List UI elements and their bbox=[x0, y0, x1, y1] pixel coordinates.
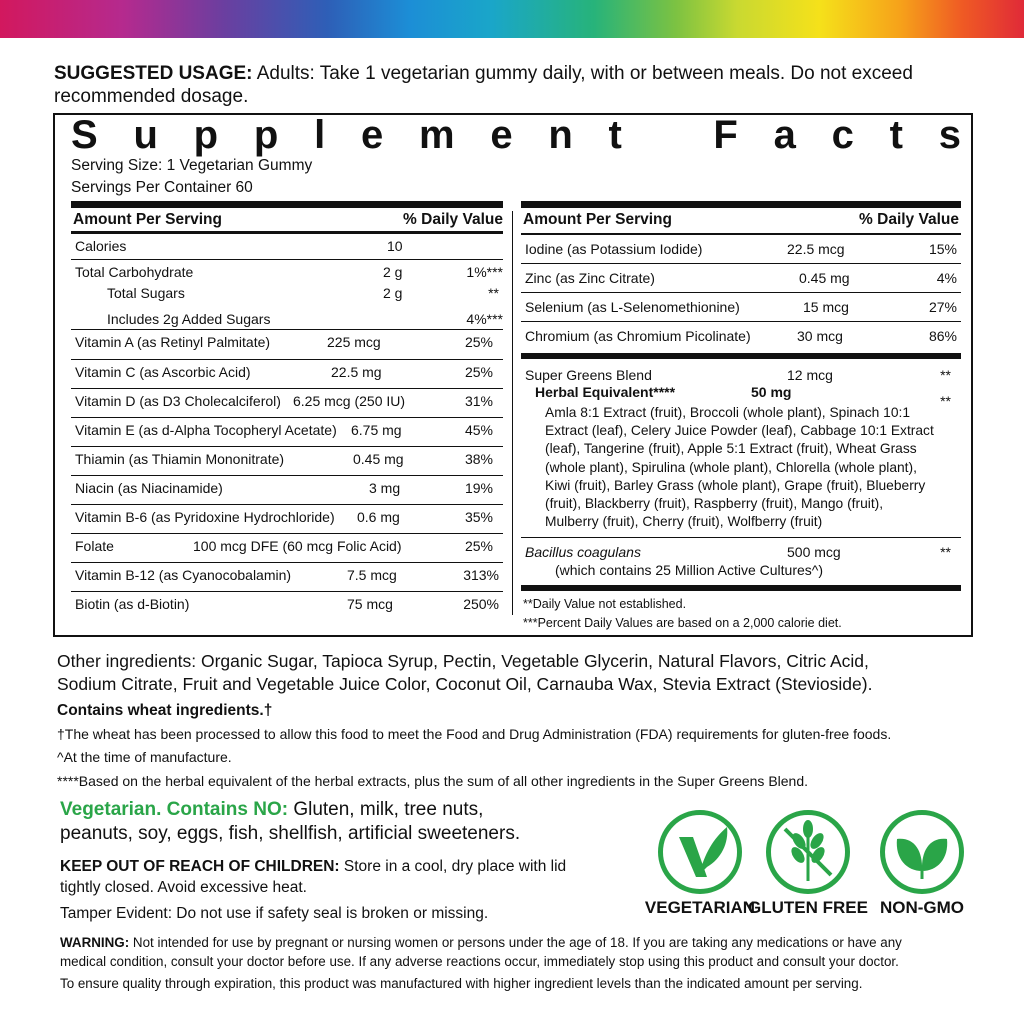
herbal-dv: ** bbox=[940, 393, 951, 409]
other-ingredients bbox=[57, 650, 872, 696]
nutrient-name: Vitamin D (as D3 Cholecalciferol) bbox=[75, 393, 281, 409]
nutrient-amount: 100 mcg DFE (60 mcg Folic Acid) bbox=[193, 538, 402, 554]
warning-text-2: medical condition, consult your doctor before use. If any adverse reactions occur, immediately stop using this product and consult your doctor. bbox=[60, 954, 899, 969]
title-letter: e bbox=[490, 113, 513, 157]
mineral-dv: 27% bbox=[928, 299, 957, 315]
keep-out-label: KEEP OUT OF REACH OF CHILDREN: bbox=[60, 858, 340, 875]
mineral-amount: 22.5 mcg bbox=[787, 241, 845, 257]
nutrient-row bbox=[71, 446, 503, 475]
title-letter: p bbox=[193, 113, 219, 157]
nutrient-dv: 250% bbox=[463, 596, 499, 612]
nutrient-name: Total Sugars bbox=[107, 285, 185, 301]
title-letter bbox=[658, 113, 678, 158]
storage-statement bbox=[60, 856, 566, 898]
title-letter: c bbox=[831, 113, 854, 157]
vegetarian-badge bbox=[640, 810, 760, 918]
nutrient-amount: 75 mcg bbox=[347, 596, 393, 612]
right-thick-rule bbox=[521, 201, 961, 208]
nutrient-row bbox=[71, 307, 503, 329]
nutrient-name: Includes 2g Added Sugars bbox=[107, 311, 271, 327]
keep-out-text-2: tightly closed. Avoid excessive heat. bbox=[60, 879, 307, 896]
leaves-icon bbox=[880, 810, 964, 894]
supplement-facts-panel bbox=[53, 113, 973, 637]
mineral-row bbox=[521, 292, 961, 321]
servings-per-container: Servings Per Container 60 bbox=[71, 179, 253, 196]
title-letter: l bbox=[314, 113, 326, 157]
greens-ingredient-line: Amla 8:1 Extract (fruit), Broccoli (whole plant), Spinach 10:1 bbox=[545, 405, 911, 420]
nutrient-dv: 4%*** bbox=[466, 311, 503, 327]
other-ingredients-line: Other ingredients: Organic Sugar, Tapioca Syrup, Pectin, Vegetable Glycerin, Natural Flavors, Citric Acid, bbox=[57, 651, 869, 671]
warning-text: Not intended for use by pregnant or nursing women or persons under the age of 18. If you are taking any medications or have any bbox=[129, 935, 902, 950]
greens-ingredient-line: (leaf), Tangerine (fruit), Apple 5:1 Extract (fruit), Wheat Grass bbox=[545, 441, 917, 457]
non-gmo-badge-label: NON-GMO bbox=[879, 898, 965, 917]
title-letter: F bbox=[713, 113, 738, 157]
vegetarian-label: Vegetarian. Contains NO: bbox=[60, 799, 289, 820]
usage-text: Adults: Take 1 vegetarian gummy daily, with or between meals. Do not exceed recommended dosage. bbox=[54, 63, 913, 107]
title-letter: u bbox=[133, 113, 158, 157]
nutrient-dv: 19% bbox=[464, 480, 493, 496]
left-column bbox=[71, 211, 503, 627]
keep-out-text: Store in a cool, dry place with lid bbox=[339, 858, 567, 875]
title-letter: p bbox=[253, 113, 279, 157]
left-header-rule bbox=[71, 231, 503, 233]
rainbow-banner bbox=[0, 0, 1024, 38]
nutrient-amount: 6.75 mg bbox=[351, 422, 402, 438]
title-letter: t bbox=[608, 113, 622, 157]
wheat-warning: Contains wheat ingredients.† bbox=[57, 702, 273, 719]
greens-ingredients bbox=[545, 404, 934, 531]
bacillus-name: Bacillus coagulans bbox=[525, 544, 641, 560]
nutrient-name: Niacin (as Niacinamide) bbox=[75, 480, 223, 496]
bacillus-amount: 500 mcg bbox=[787, 544, 841, 560]
nutrient-row bbox=[71, 504, 503, 533]
note-dv-not-established: **Daily Value not established. bbox=[523, 597, 687, 611]
nutrient-amount: 225 mcg bbox=[327, 334, 381, 350]
nutrient-name: Folate bbox=[75, 538, 114, 554]
tamper-evident: Tamper Evident: Do not use if safety seal is broken or missing. bbox=[60, 905, 489, 922]
nutrient-name: Vitamin B-12 (as Cyanocobalamin) bbox=[75, 567, 292, 583]
nutrient-row bbox=[71, 259, 503, 281]
nutrient-amount: 0.6 mg bbox=[357, 509, 400, 525]
right-header-amount: Amount Per Serving bbox=[523, 211, 672, 228]
warning-statement bbox=[60, 933, 1000, 971]
title-letter: S bbox=[71, 113, 98, 157]
vegetarian-statement bbox=[60, 798, 520, 846]
herbal-label: Herbal Equivalent**** bbox=[535, 384, 676, 400]
nutrient-amount: 2 g bbox=[383, 264, 403, 280]
column-divider bbox=[512, 211, 513, 615]
nutrient-row bbox=[71, 329, 503, 359]
bacillus-dv: ** bbox=[940, 544, 951, 560]
mineral-name: Selenium (as L-Selenomethionine) bbox=[525, 299, 740, 315]
mineral-amount: 0.45 mg bbox=[799, 270, 850, 286]
left-thick-rule bbox=[71, 201, 503, 208]
bottom-rule bbox=[521, 585, 961, 591]
nutrient-row bbox=[71, 281, 503, 307]
nutrient-name: Vitamin C (as Ascorbic Acid) bbox=[75, 364, 251, 380]
wheat-icon bbox=[766, 810, 850, 894]
nutrient-dv: 25% bbox=[464, 538, 493, 554]
bacillus-rule bbox=[521, 537, 961, 538]
nutrient-row bbox=[71, 475, 503, 504]
nutrient-amount: 0.45 mg bbox=[353, 451, 404, 467]
usage-label: SUGGESTED USAGE: bbox=[54, 63, 253, 84]
mineral-dv: 15% bbox=[928, 241, 957, 257]
right-header-dv: % Daily Value bbox=[859, 211, 959, 228]
other-ingredients-line: Sodium Citrate, Fruit and Vegetable Juice Color, Coconut Oil, Carnauba Wax, Stevia Extract (Stevioside). bbox=[57, 674, 873, 694]
mineral-dv: 86% bbox=[928, 328, 957, 344]
bacillus-sub: (which contains 25 Million Active Cultures^) bbox=[555, 562, 824, 578]
note-percent-dv: ***Percent Daily Values are based on a 2,000 calorie diet. bbox=[523, 616, 842, 630]
nutrient-row bbox=[71, 562, 503, 591]
greens-name: Super Greens Blend bbox=[525, 367, 652, 383]
serving-size: Serving Size: 1 Vegetarian Gummy bbox=[71, 157, 313, 174]
nutrient-dv: 31% bbox=[464, 393, 493, 409]
title-letter: e bbox=[360, 113, 384, 157]
supplement-facts-title bbox=[71, 113, 961, 158]
herbal-amount: 50 mg bbox=[751, 384, 792, 400]
right-column bbox=[521, 211, 961, 630]
mineral-name: Iodine (as Potassium Iodide) bbox=[525, 241, 703, 257]
title-letter: a bbox=[773, 113, 796, 157]
nutrient-row bbox=[71, 233, 503, 259]
gluten-free-badge-label: GLUTEN FREE bbox=[748, 898, 868, 917]
nutrient-row bbox=[71, 591, 503, 620]
vegetarian-text-2: peanuts, soy, eggs, fish, shellfish, artificial sweeteners. bbox=[60, 823, 521, 844]
nutrient-name: Vitamin A (as Retinyl Palmitate) bbox=[75, 334, 271, 350]
footnote-manufacture: ^At the time of manufacture. bbox=[57, 749, 232, 765]
left-header-dv: % Daily Value bbox=[403, 211, 503, 228]
title-letter: n bbox=[548, 113, 573, 157]
greens-ingredient-line: (whole plant), Spirulina (whole plant), Chlorella (whole plant), bbox=[545, 459, 917, 475]
greens-rule bbox=[521, 353, 961, 359]
title-letter: s bbox=[938, 113, 961, 157]
nutrient-row bbox=[71, 359, 503, 388]
title-letter: m bbox=[418, 113, 455, 157]
mineral-name: Zinc (as Zinc Citrate) bbox=[525, 270, 655, 286]
nutrient-row bbox=[71, 417, 503, 446]
nutrient-name: Vitamin E (as d-Alpha Tocopheryl Acetate) bbox=[75, 422, 337, 438]
mineral-name: Chromium (as Chromium Picolinate) bbox=[525, 328, 751, 344]
footnote-herbal: ****Based on the herbal equivalent of the herbal extracts, plus the sum of all other ingredients in the Super Greens Blend. bbox=[57, 773, 809, 789]
greens-ingredient-line: (fruit), Blackberry (fruit), Raspberry (fruit), Mango (fruit), bbox=[545, 496, 884, 512]
nutrient-dv: 38% bbox=[464, 451, 493, 467]
vegetarian-text: Gluten, milk, tree nuts, bbox=[288, 799, 484, 820]
nutrient-amount: 7.5 mcg bbox=[347, 567, 397, 583]
greens-ingredient-line: Extract (leaf), Celery Juice Powder (leaf), Cabbage 10:1 Extract bbox=[545, 423, 934, 439]
warning-label: WARNING: bbox=[60, 935, 130, 950]
nutrient-dv: ** bbox=[488, 285, 499, 301]
nutrient-name: Total Carbohydrate bbox=[75, 264, 194, 280]
greens-ingredient-line: Mulberry (fruit), Cherry (fruit), Wolfberry (fruit) bbox=[545, 514, 823, 530]
nutrient-amount: 22.5 mg bbox=[331, 364, 382, 380]
nutrient-name: Biotin (as d-Biotin) bbox=[75, 596, 190, 612]
nutrient-dv: 1%*** bbox=[466, 264, 503, 280]
nutrient-row bbox=[71, 533, 503, 562]
nutrient-dv: 45% bbox=[464, 422, 493, 438]
suggested-usage bbox=[54, 62, 974, 108]
left-header-amount: Amount Per Serving bbox=[73, 211, 222, 228]
mineral-dv: 4% bbox=[936, 270, 957, 286]
mineral-row bbox=[521, 233, 961, 262]
mineral-amount: 30 mcg bbox=[797, 328, 843, 344]
greens-amount: 12 mcg bbox=[787, 367, 833, 383]
mineral-row bbox=[521, 263, 961, 292]
nutrient-name: Thiamin (as Thiamin Mononitrate) bbox=[75, 451, 285, 467]
footnote-wheat: †The wheat has been processed to allow this food to meet the Food and Drug Administration (FDA) requirements for gluten-free foods. bbox=[57, 726, 892, 742]
non-gmo-badge bbox=[862, 810, 982, 918]
v-leaf-icon bbox=[658, 810, 742, 894]
nutrient-dv: 313% bbox=[463, 567, 499, 583]
nutrient-name: Vitamin B-6 (as Pyridoxine Hydrochloride) bbox=[75, 509, 335, 525]
nutrient-amount: 2 g bbox=[383, 285, 403, 301]
nutrient-amount: 6.25 mcg (250 IU) bbox=[293, 393, 406, 409]
nutrient-row bbox=[71, 388, 503, 417]
greens-ingredient-line: Kiwi (fruit), Barley Grass (whole plant), Grape (fruit), Blueberry bbox=[545, 477, 926, 493]
greens-dv: ** bbox=[940, 367, 951, 383]
gluten-free-badge bbox=[748, 810, 868, 918]
vegetarian-badge-label: VEGETARIAN bbox=[644, 898, 756, 917]
nutrient-dv: 25% bbox=[464, 364, 493, 380]
mineral-row bbox=[521, 321, 961, 350]
quality-statement: To ensure quality through expiration, this product was manufactured with higher ingredient levels than the indicated amount per serving. bbox=[60, 976, 863, 991]
nutrient-amount: 10 bbox=[387, 238, 403, 254]
nutrient-amount: 3 mg bbox=[369, 480, 401, 496]
mineral-amount: 15 mcg bbox=[803, 299, 849, 315]
nutrient-dv: 25% bbox=[464, 334, 493, 350]
nutrient-name: Calories bbox=[75, 238, 127, 254]
title-letter: t bbox=[889, 113, 903, 157]
nutrient-dv: 35% bbox=[464, 509, 493, 525]
